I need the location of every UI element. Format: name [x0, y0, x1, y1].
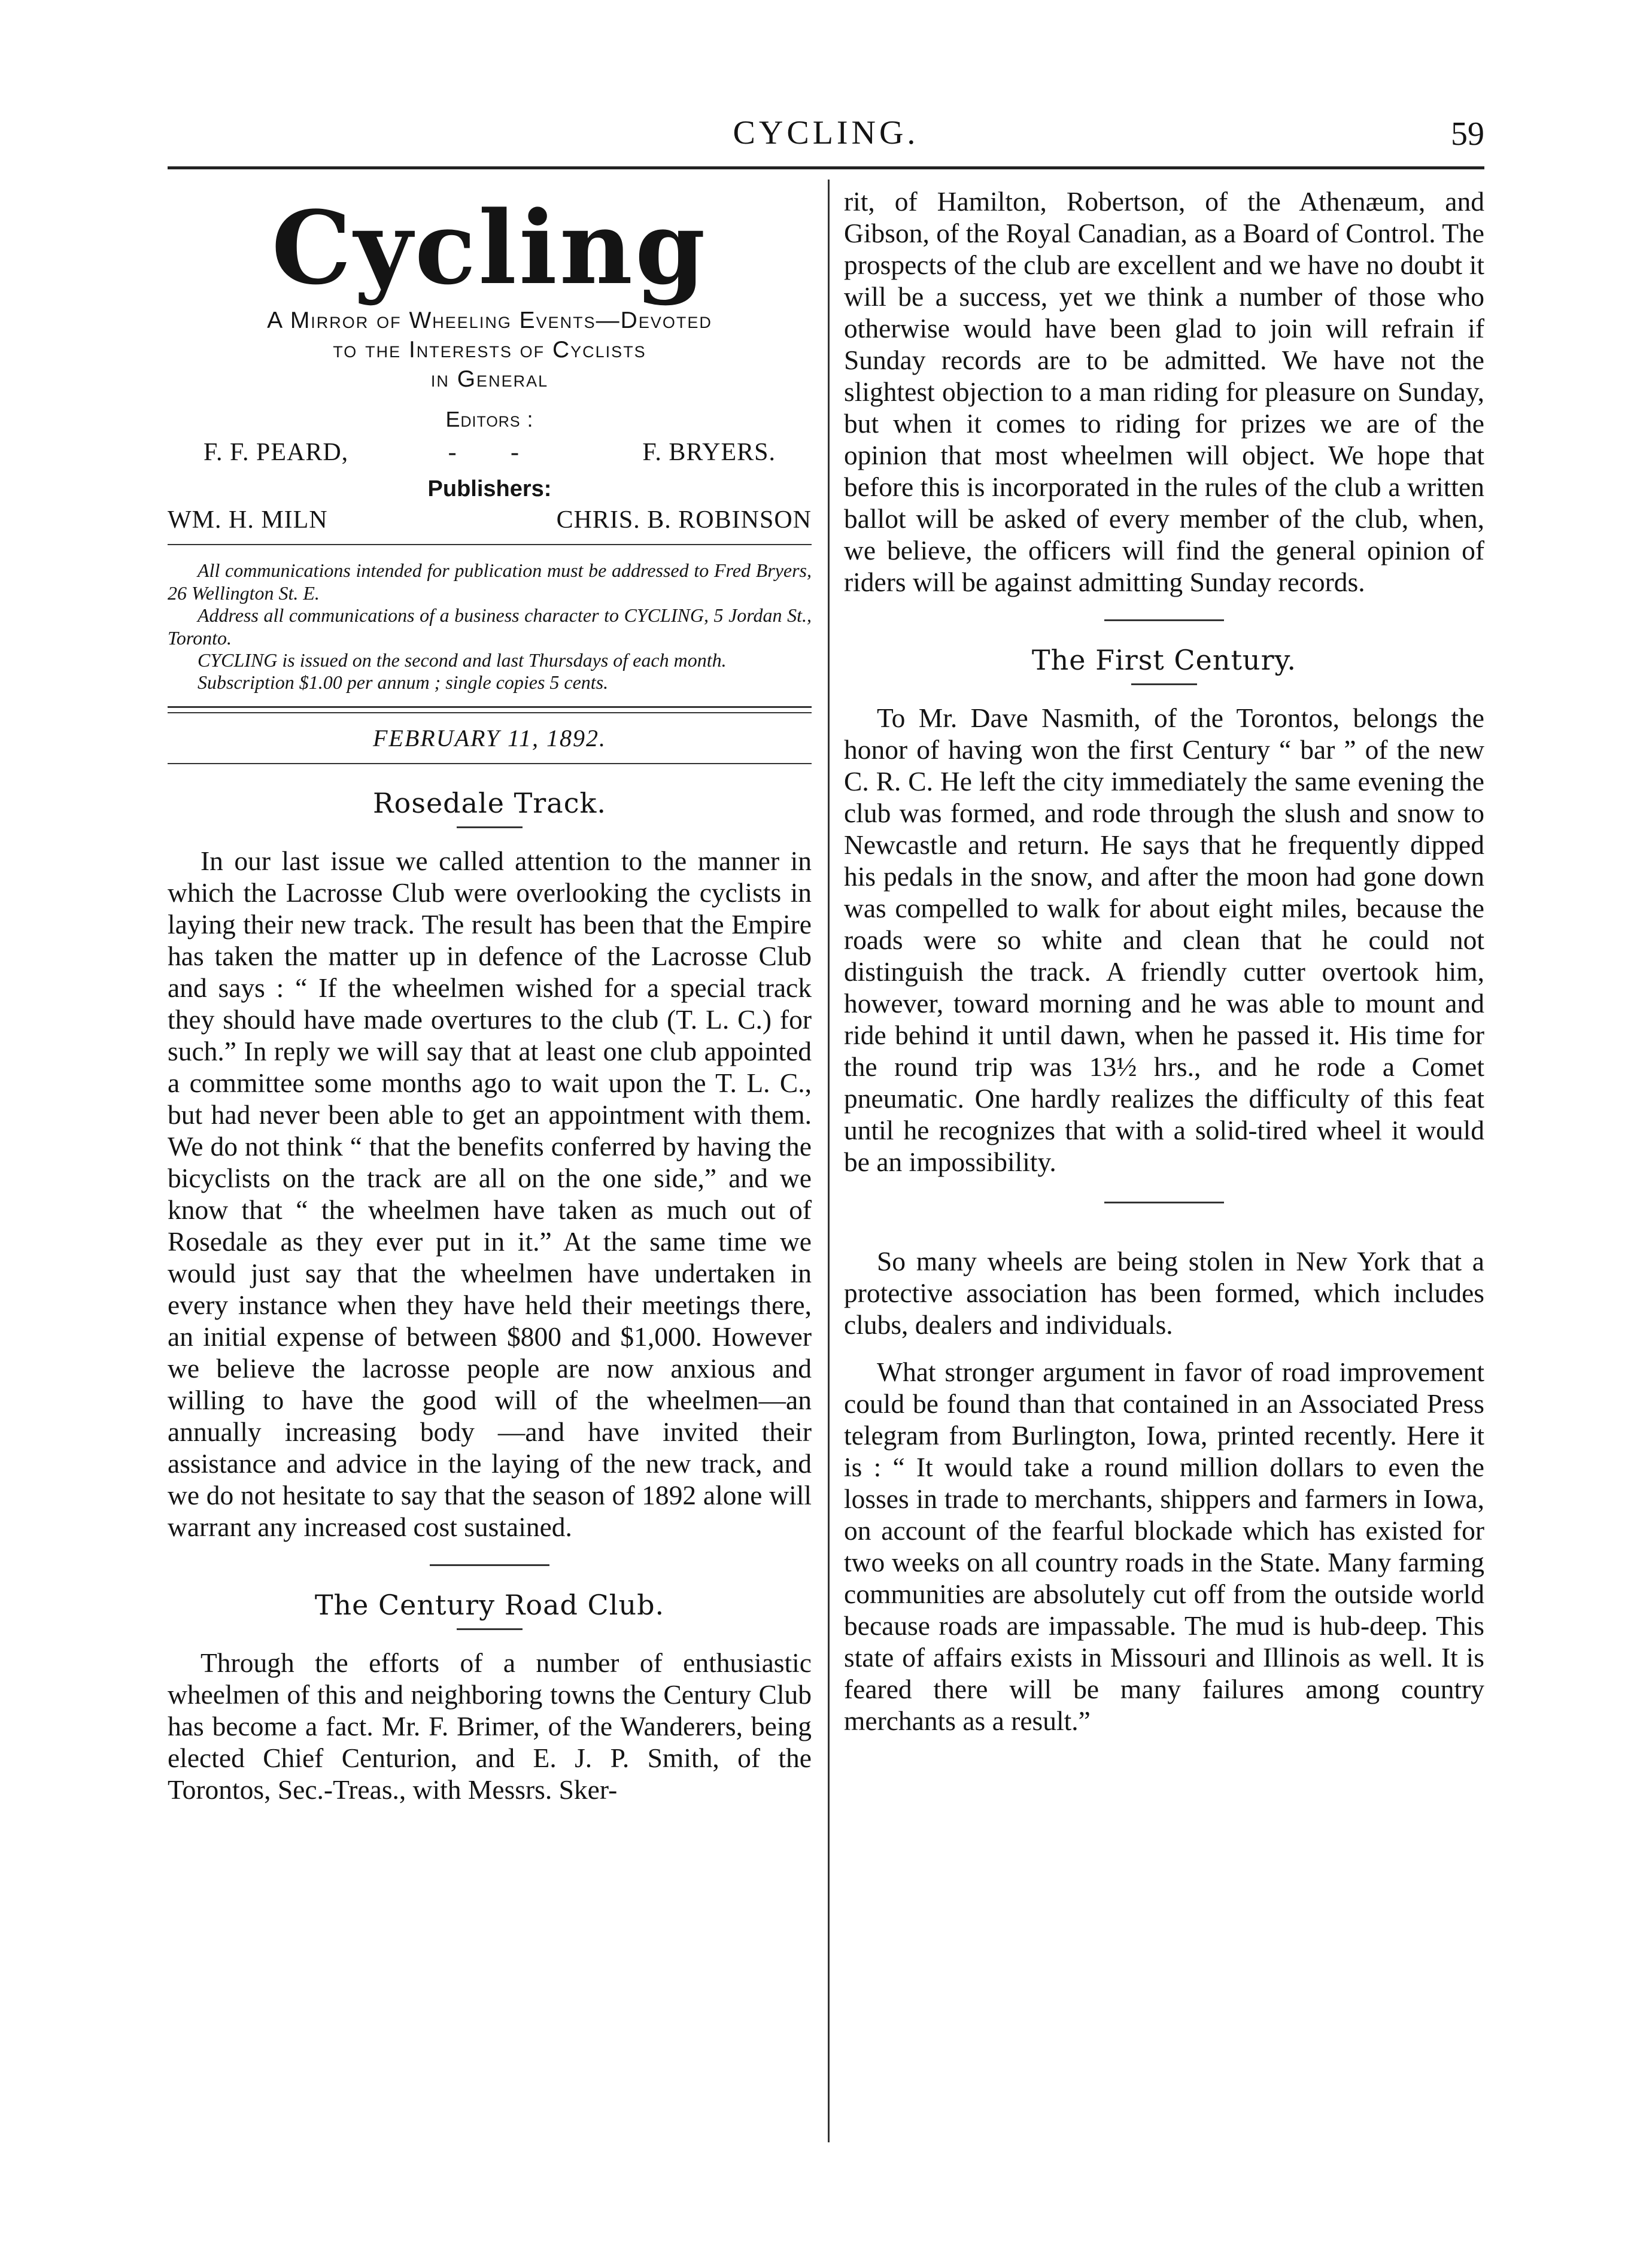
dateline-rule	[168, 763, 812, 764]
article-title-first-century: The First Century.	[1031, 644, 1297, 676]
article-body-century-club	[168, 1647, 812, 1805]
article-title-century-club: The Century Road Club.	[314, 1588, 665, 1621]
tagline-line: to the Interests of Cyclists	[333, 336, 646, 363]
running-head-title: CYCLING.	[733, 114, 919, 151]
article-paragraph: So many wheels are being stolen in New York that a protective association has been formed, which includes clubs, dealers and individuals.	[844, 1246, 1484, 1340]
tagline-line: in General	[430, 366, 549, 392]
article-body-rosedale	[168, 845, 812, 1543]
column-divider	[828, 180, 830, 2142]
editor-separator: - -	[448, 439, 543, 467]
article-paragraph: To Mr. Dave Nasmith, of the Torontos, belongs the honor of having won the first Century “ bar ” of the new C. R. C. He left the city immediately the same evening the club was formed, and rode through the slush and snow to Newcastle and return. He says that he frequently dipped his pedals in the snow, and after the moon had gone down was compelled to walk for about eight miles, because the roads were so white and clean that he could not distinguish the track. A friendly cutter overtook him, however, toward morning and he was able to mount and ride behind it until dawn, when he passed it. His time for the round trip was 13½ hrs., and he rode a Comet pneumatic. One hardly realizes the difficulty of this feat until he recognizes that with a solid-tired wheel it would be an impossibility.	[844, 703, 1484, 1177]
left-column	[168, 186, 812, 1805]
publisher-name: CHRIS. B. ROBINSON	[556, 506, 812, 534]
page-number: 59	[1451, 115, 1484, 153]
masthead	[168, 189, 812, 534]
article-body-first-century	[844, 702, 1484, 1178]
publication-notice	[168, 560, 812, 694]
editors-row	[168, 438, 812, 467]
publisher-name: WM. H. MILN	[168, 506, 328, 534]
header-rule	[168, 166, 1484, 169]
article-body-notes	[844, 1245, 1484, 1737]
dateline: FEBRUARY 11, 1892.	[372, 724, 607, 752]
notice-line: All communications intended for publication must be addressed to Fred Bryers, 26 Wellington St. E.	[168, 560, 812, 604]
publishers-row	[168, 506, 812, 534]
article-paragraph: Through the efforts of a number of enthusiastic wheelmen of this and neighboring towns the Century Club has become a fact. Mr. F. Brimer, of the Wanderers, being elected Chief Centurion, and E. J. P. Smith, of the Torontos, Sec.-Treas., with Messrs. Sker-	[168, 1647, 812, 1805]
article-title-rosedale: Rosedale Track.	[373, 786, 606, 819]
article-separator	[1104, 619, 1224, 621]
article-paragraph: In our last issue we called attention to the manner in which the Lacrosse Club were overlooking the cyclists in laying their new track. The result has been that the Empire has taken the matter up in defence of the Lacrosse Club and says : “ If the wheelmen wished for a special track they should have made overtures to the club (T. L. C.) for such.” In reply we will say that at least one club appointed a committee some months ago to wait upon the T. L. C., but had never been able to get an appointment with them. We do not think “ that the benefits conferred by having the bicyclists on the track are all on the one side,” and we know that “ the wheelmen have taken as much out of Rosedale as they ever put in it.” At the same time we would just say that the wheelmen have undertaken in every instance when they have held their meetings there, an initial expense of between $800 and $1,000. However we believe the lacrosse people are now anxious and willing to have the good will of the wheelmen—an annually increasing body —and have invited their assistance and advice in the laying of the new track, and we do not hesitate to say that the season of 1892 alone will warrant any increased cost sustained.	[168, 845, 812, 1542]
running-head	[168, 107, 1484, 154]
article-continuation-century-club	[844, 186, 1484, 598]
title-dash	[457, 826, 523, 828]
notice-line: CYCLING is issued on the second and last Thursdays of each month.	[198, 649, 727, 671]
right-column	[844, 186, 1484, 1737]
paragraph-gap	[844, 1340, 1484, 1356]
editor-name: F. F. PEARD,	[204, 439, 349, 467]
title-dash	[1131, 683, 1197, 685]
notice-line: Address all communications of a business character to CYCLING, 5 Jordan St., Toronto.	[168, 604, 812, 649]
editor-name: F. BRYERS.	[642, 439, 776, 467]
masthead-rule	[168, 544, 812, 545]
article-separator	[430, 1564, 549, 1566]
masthead-logo: Cycling	[271, 189, 708, 307]
notice-line: Subscription $1.00 per annum ; single copies 5 cents.	[198, 671, 609, 694]
article-separator	[1104, 1202, 1224, 1203]
editors-label: Editors :	[445, 407, 534, 432]
masthead-tagline	[168, 306, 812, 394]
publishers-label: Publishers:	[427, 476, 552, 502]
article-paragraph: rit, of Hamilton, Robertson, of the Athenæum, and Gibson, of the Royal Canadian, as a Board of Control. The prospects of the club are excellent and we have no doubt it will be a success, yet we think a number of those who otherwise would have been glad to join will refrain if Sunday records are to be admitted. We have not the slightest objection to a man riding for pleasure on Sunday, but when it comes to riding for prizes we are of the opinion that most wheelmen will object. We hope that before this is incorporated in the rules of the club a written ballot will be asked of every member of the club, when, we believe, the officers will find the general opinion of riders will be against admitting Sunday records.	[844, 186, 1484, 597]
notice-rule	[168, 706, 812, 713]
tagline-line: A Mirror of Wheeling Events—Devoted	[267, 308, 712, 333]
article-paragraph: What stronger argument in favor of road improvement could be found than that contained in an Associated Press telegram from Burlington, Iowa, printed recently. Here it is : “ It would take a round million dollars to even the losses in trade to merchants, shippers and farmers in Iowa, on account of the fearful blockade which has existed for two weeks on all country roads in the State. Many farming communities are absolutely cut off from the outside world because roads are impassable. The mud is hub-deep. This state of affairs exists in Missouri and Illinois as well. It is feared there will be many failures among country merchants as a result.”	[844, 1357, 1484, 1736]
title-dash	[457, 1628, 523, 1630]
